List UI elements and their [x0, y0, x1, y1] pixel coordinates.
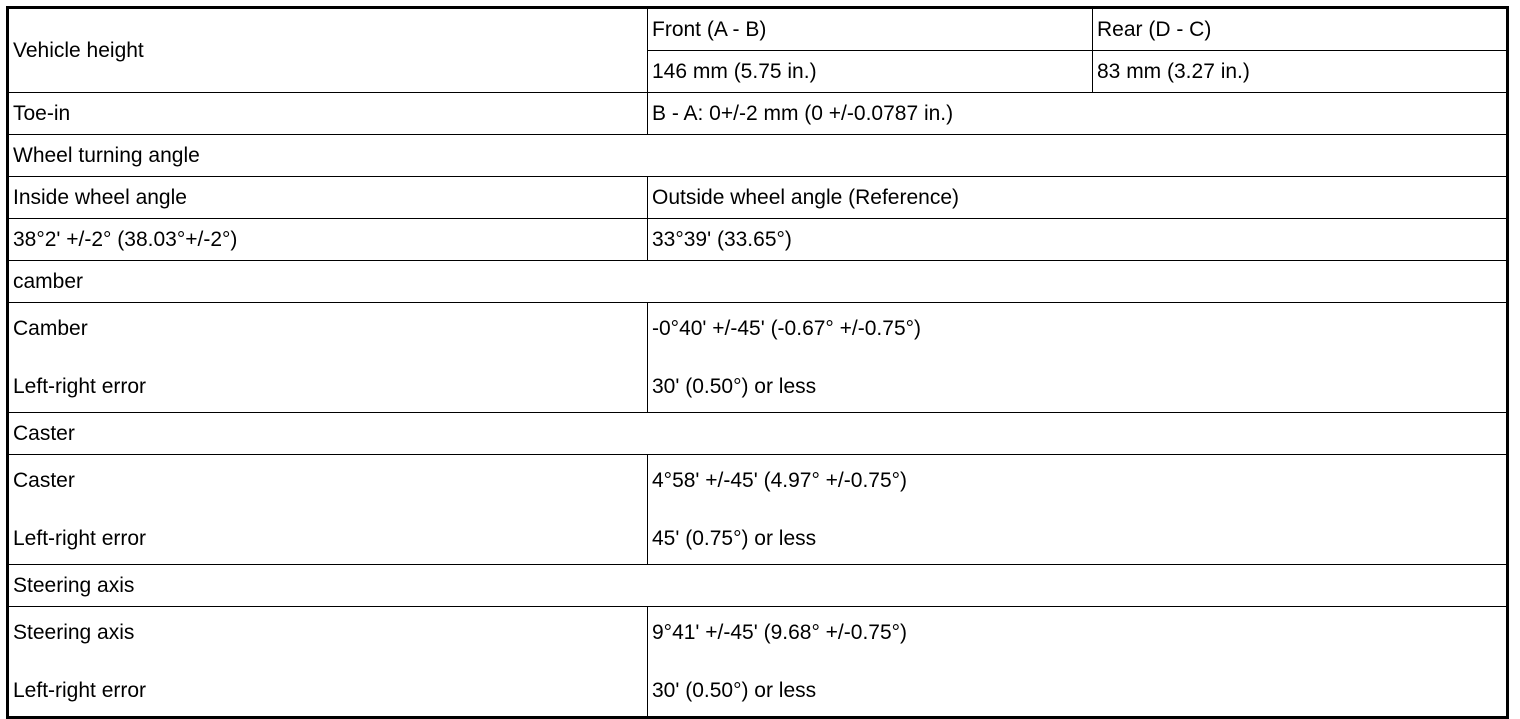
camber-values-cell: [648, 303, 1508, 413]
camber-value: -0°40' +/-45' (-0.67° +/-0.75°): [652, 316, 922, 340]
caster-section-row: [8, 413, 1508, 455]
outside-wheel-angle-header: Outside wheel angle (Reference): [648, 177, 1508, 219]
caster-error-label: Left-right error: [13, 526, 147, 550]
caster-error-value: 45' (0.75°) or less: [652, 526, 817, 550]
wheel-alignment-spec-table: [6, 6, 1509, 719]
caster-value: 4°58' +/-45' (4.97° +/-0.75°): [652, 468, 908, 492]
camber-label: Camber: [13, 316, 88, 340]
rear-height-value: 83 mm (3.27 in.): [1093, 51, 1508, 93]
inside-wheel-angle-value: 38°2' +/-2° (38.03°+/-2°): [8, 219, 648, 261]
caster-values-cell: [648, 455, 1508, 565]
steering-axis-values-cell: [648, 607, 1508, 718]
toe-in-value: B - A: 0+/-2 mm (0 +/-0.0787 in.): [648, 93, 1508, 135]
front-height-value: 146 mm (5.75 in.): [648, 51, 1093, 93]
outside-wheel-angle-value: 33°39' (33.65°): [648, 219, 1508, 261]
camber-labels-cell: [8, 303, 648, 413]
vehicle-height-row-header: [8, 8, 1508, 51]
caster-section-title: Caster: [8, 413, 1508, 455]
rear-header: Rear (D - C): [1093, 8, 1508, 51]
steering-axis-label: Steering axis: [13, 620, 135, 644]
steering-axis-detail-row: [8, 607, 1508, 718]
camber-section-title: camber: [8, 261, 1508, 303]
camber-error-label: Left-right error: [13, 374, 147, 398]
front-header: Front (A - B): [648, 8, 1093, 51]
toe-in-row: [8, 93, 1508, 135]
camber-section-row: [8, 261, 1508, 303]
steering-axis-error-label: Left-right error: [13, 678, 147, 702]
toe-in-label: Toe-in: [8, 93, 648, 135]
caster-labels-cell: [8, 455, 648, 565]
vehicle-height-label: Vehicle height: [8, 8, 648, 93]
caster-detail-row: [8, 455, 1508, 565]
caster-label: Caster: [13, 468, 75, 492]
steering-axis-value: 9°41' +/-45' (9.68° +/-0.75°): [652, 620, 908, 644]
wheel-turning-section-row: [8, 135, 1508, 177]
inside-wheel-angle-header: Inside wheel angle: [8, 177, 648, 219]
wheel-angle-value-row: [8, 219, 1508, 261]
camber-error-value: 30' (0.50°) or less: [652, 374, 817, 398]
wheel-angle-header-row: [8, 177, 1508, 219]
camber-detail-row: [8, 303, 1508, 413]
steering-axis-error-value: 30' (0.50°) or less: [652, 678, 817, 702]
steering-axis-labels-cell: [8, 607, 648, 718]
steering-axis-section-row: [8, 565, 1508, 607]
wheel-turning-section-title: Wheel turning angle: [8, 135, 1508, 177]
steering-axis-section-title: Steering axis: [8, 565, 1508, 607]
